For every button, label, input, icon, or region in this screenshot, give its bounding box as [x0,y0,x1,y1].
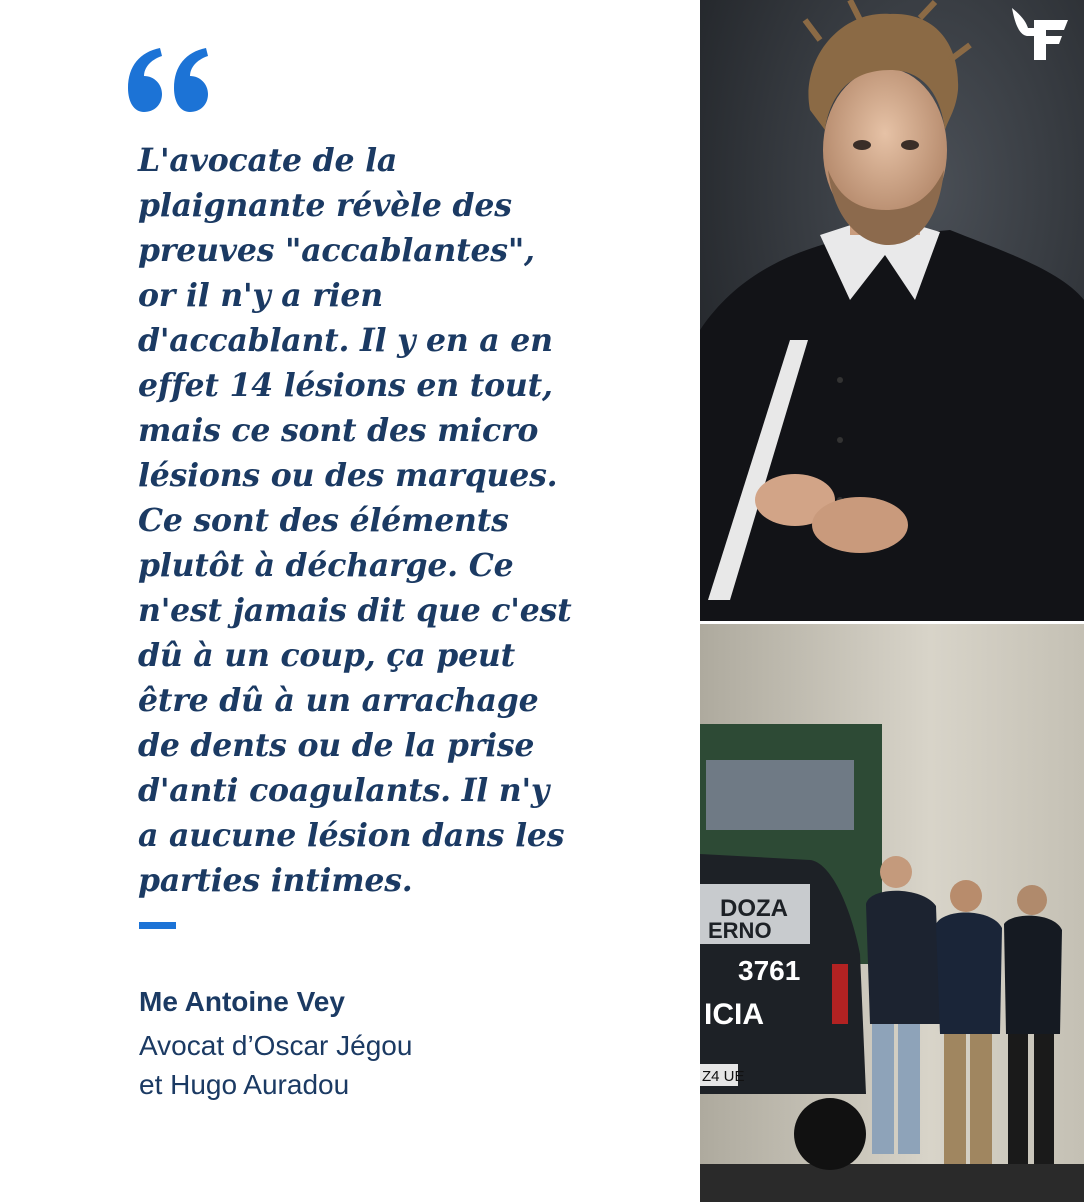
accent-dash [139,922,176,929]
license-plate-text: Z4 UE [702,1068,745,1085]
opening-quote-icon [122,44,214,114]
truck-plate-number: 3761 [738,955,801,986]
truck-side-text: ICIA [704,998,764,1031]
quote-text: L'avocate de la plaignante révèle des preuves "accablantes", or il n'y a rien d'accablant. Il y en a en effet 14 lésions en tout, mais ce sont des micro lésions ou des marques. Ce sont des éléments plutôt à décharge. Ce n'est jamais dit que c'est dû à un coup, ça peut être dû à un arrachage de dents ou de la prise d'anti coagulants. Il n'y a aucune lésion dans les parties intimes. [138,142,572,899]
author-name: Me Antoine Vey [139,986,345,1017]
le-figaro-logo [1008,6,1072,64]
lawyer-portrait-photo [700,0,1084,621]
truck-text-1: DOZA [720,895,788,922]
arrest-scene-photo [700,624,1084,1202]
author-role: Avocat d’Oscar Jégou et Hugo Auradou [139,1030,413,1100]
truck-text-2: ERNO [708,918,772,943]
